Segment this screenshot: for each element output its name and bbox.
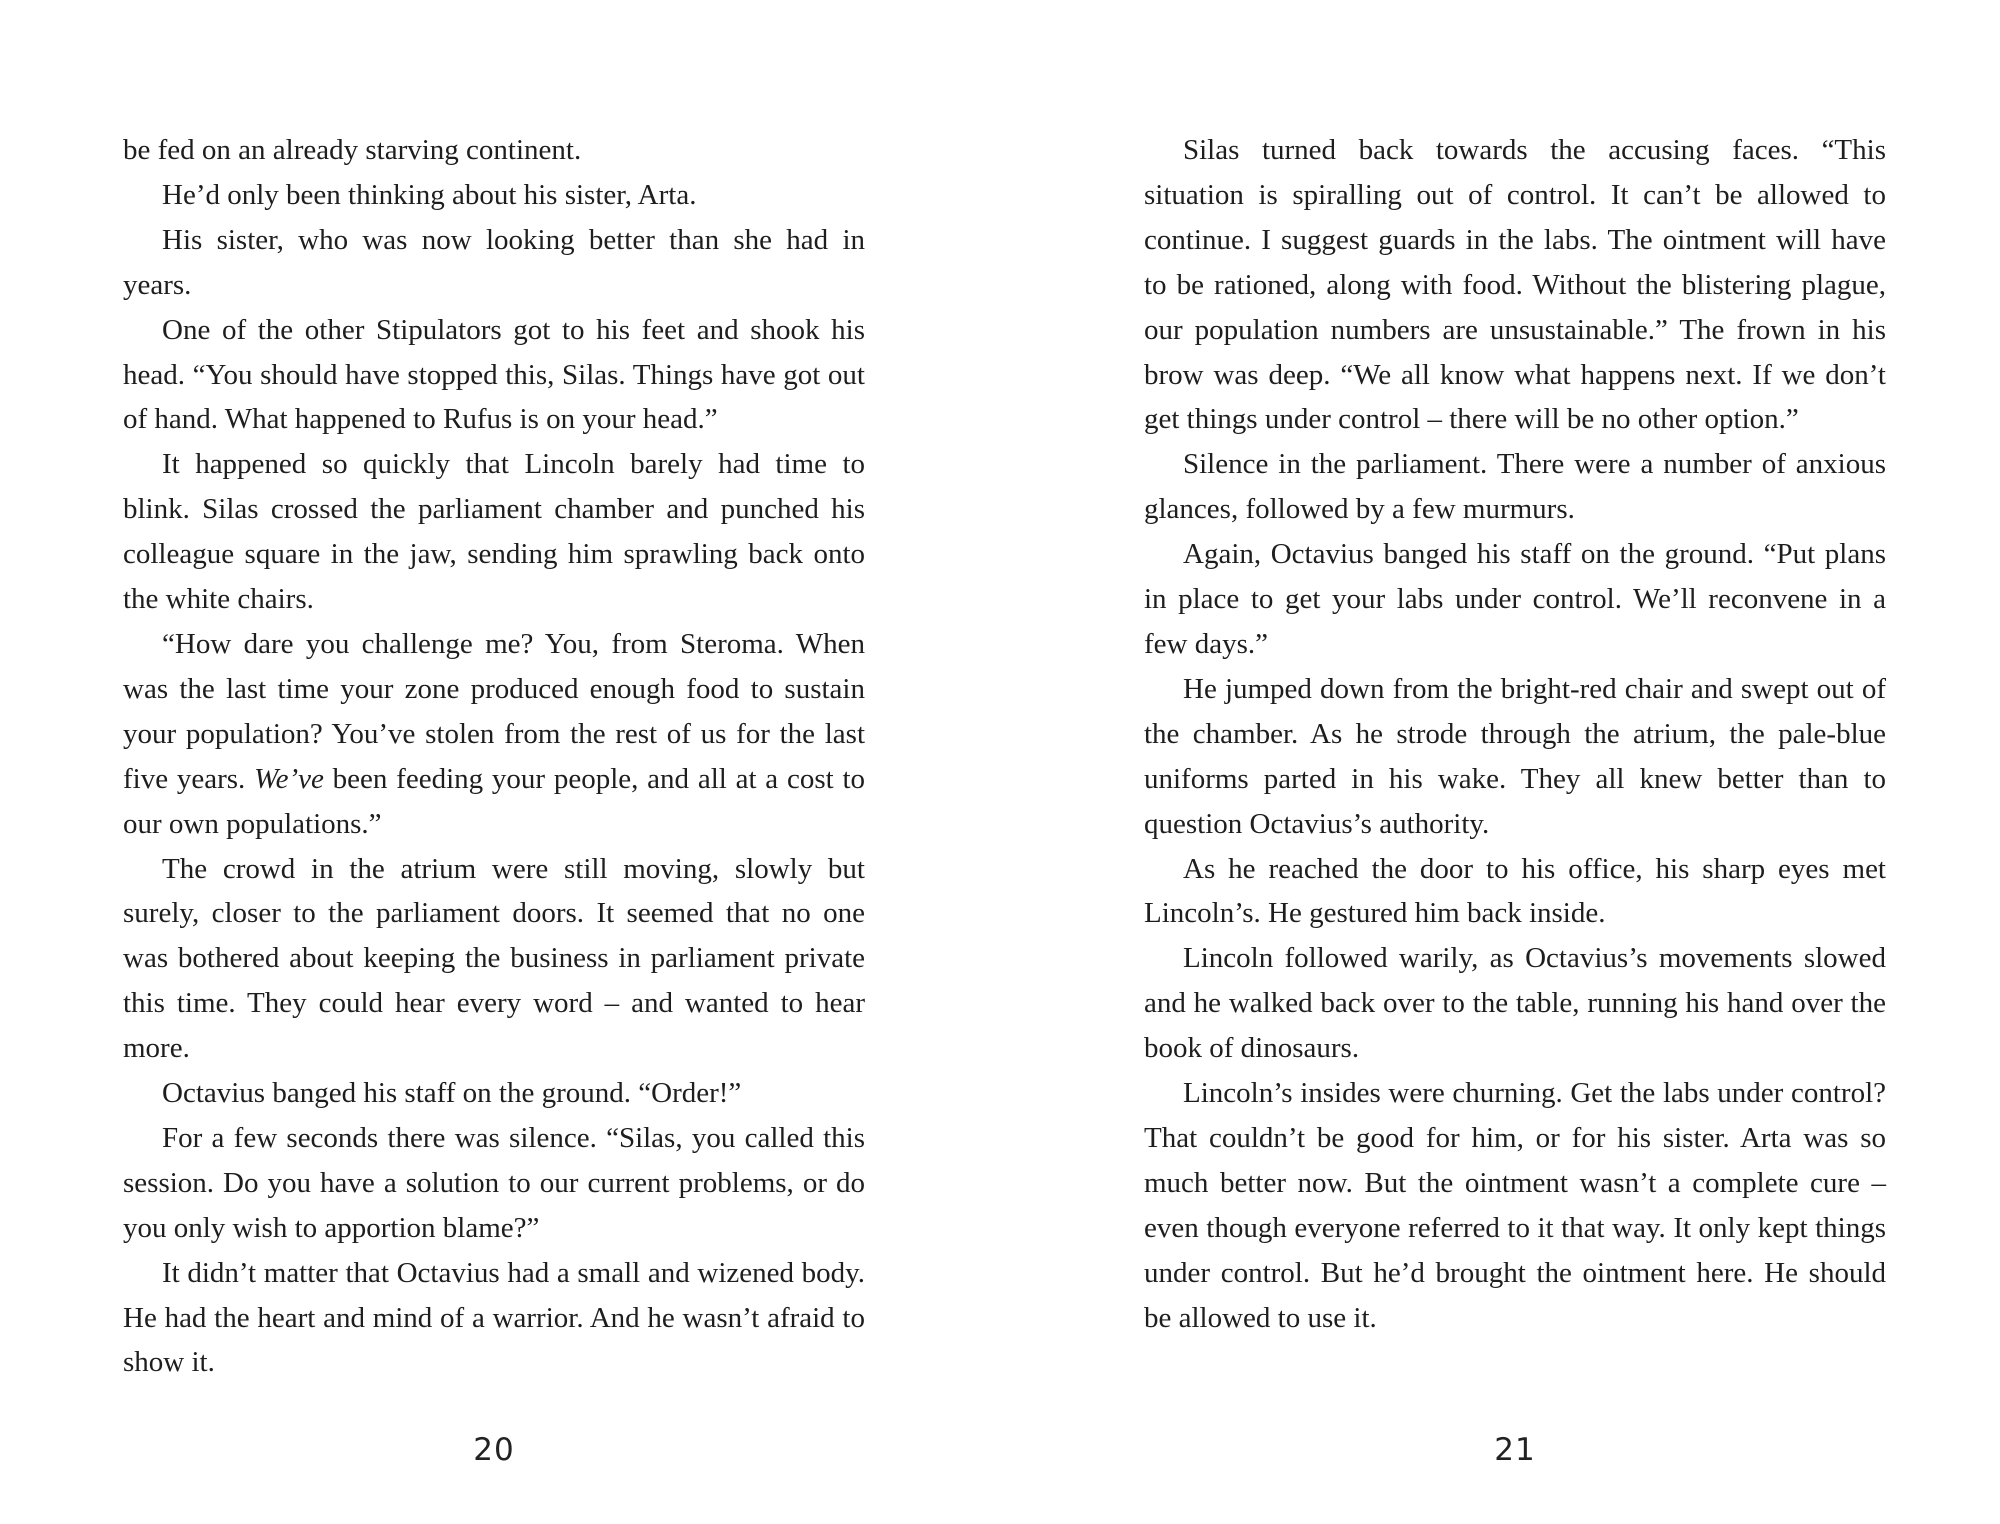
paragraph-text: “How dare you challenge me? You, from Steroma. When was the last time your zone produced enough food to sustain your population? You’ve stolen from the rest of us for the last five years.: [123, 627, 865, 795]
right-page: [1144, 128, 1886, 1340]
paragraph: be fed on an already starving continent.: [123, 134, 582, 166]
paragraph: He’d only been thinking about his sister, Arta.: [162, 178, 697, 211]
paragraph-text: been feeding your people, and all at a cost to our own populations.”: [123, 762, 865, 840]
paragraph: Silence in the parliament. There were a number of anxious glances, followed by a few murmurs.: [1144, 448, 1886, 526]
paragraph: One of the other Stipulators got to his feet and shook his head. “You should have stopped this, Silas. Things have got out of hand. What happened to Rufus is on your head.”: [123, 313, 865, 436]
paragraph: It happened so quickly that Lincoln barely had time to blink. Silas crossed the parliament chamber and punched his colleague square in the jaw, sending him sprawling back onto the white chairs.: [123, 448, 865, 616]
page-number-right: 21: [1494, 1432, 1536, 1468]
paragraph: His sister, who was now looking better than she had in years.: [123, 223, 865, 301]
paragraph: Octavius banged his staff on the ground. “Order!”: [162, 1077, 742, 1110]
page-number-left: 20: [473, 1432, 515, 1468]
paragraph: Silas turned back towards the accusing faces. “This situation is spiralling out of control. It can’t be allowed to continue. I suggest guards in the labs. The ointment will have to be rationed, along with food. Without the blistering plague, our population numbers are unsustainable.” The frown in his brow was deep. “We all know what happens next. If we don’t get things under control – there will be no other option.”: [1144, 134, 1886, 436]
paragraph: Lincoln followed warily, as Octavius’s movements slowed and he walked back over to the table, running his hand over the book of dinosaurs.: [1144, 942, 1886, 1065]
emphasis-text: We’ve: [254, 762, 324, 795]
paragraph: For a few seconds there was silence. “Silas, you called this session. Do you have a solution to our current problems, or do you only wish to apportion blame?”: [123, 1121, 865, 1244]
paragraph: The crowd in the atrium were still moving, slowly but surely, closer to the parliament doors. It seemed that no one was bothered about keeping the business in parliament private this time. They could hear every word – and wanted to hear more.: [123, 852, 865, 1065]
paragraph: As he reached the door to his office, his sharp eyes met Lincoln’s. He gestured him back inside.: [1144, 852, 1886, 930]
paragraph: It didn’t matter that Octavius had a small and wizened body. He had the heart and mind of a warrior. And he wasn’t afraid to show it.: [123, 1256, 865, 1379]
paragraph: Lincoln’s insides were churning. Get the labs under control? That couldn’t be good for him, or for his sister. Arta was so much better now. But the ointment wasn’t a complete cure – even though everyone referred to it that way. It only kept things under control. But he’d brought the ointment here. He should be allowed to use it.: [1144, 1077, 1886, 1334]
paragraph: [123, 622, 865, 847]
left-page: [123, 128, 865, 1385]
paragraph: Again, Octavius banged his staff on the ground. “Put plans in place to get your labs under control. We’ll reconvene in a few days.”: [1144, 538, 1886, 660]
paragraph: He jumped down from the bright-red chair and swept out of the chamber. As he strode through the atrium, the pale-blue uniforms parted in his wake. They all knew better than to question Octavius’s authority.: [1144, 672, 1886, 840]
